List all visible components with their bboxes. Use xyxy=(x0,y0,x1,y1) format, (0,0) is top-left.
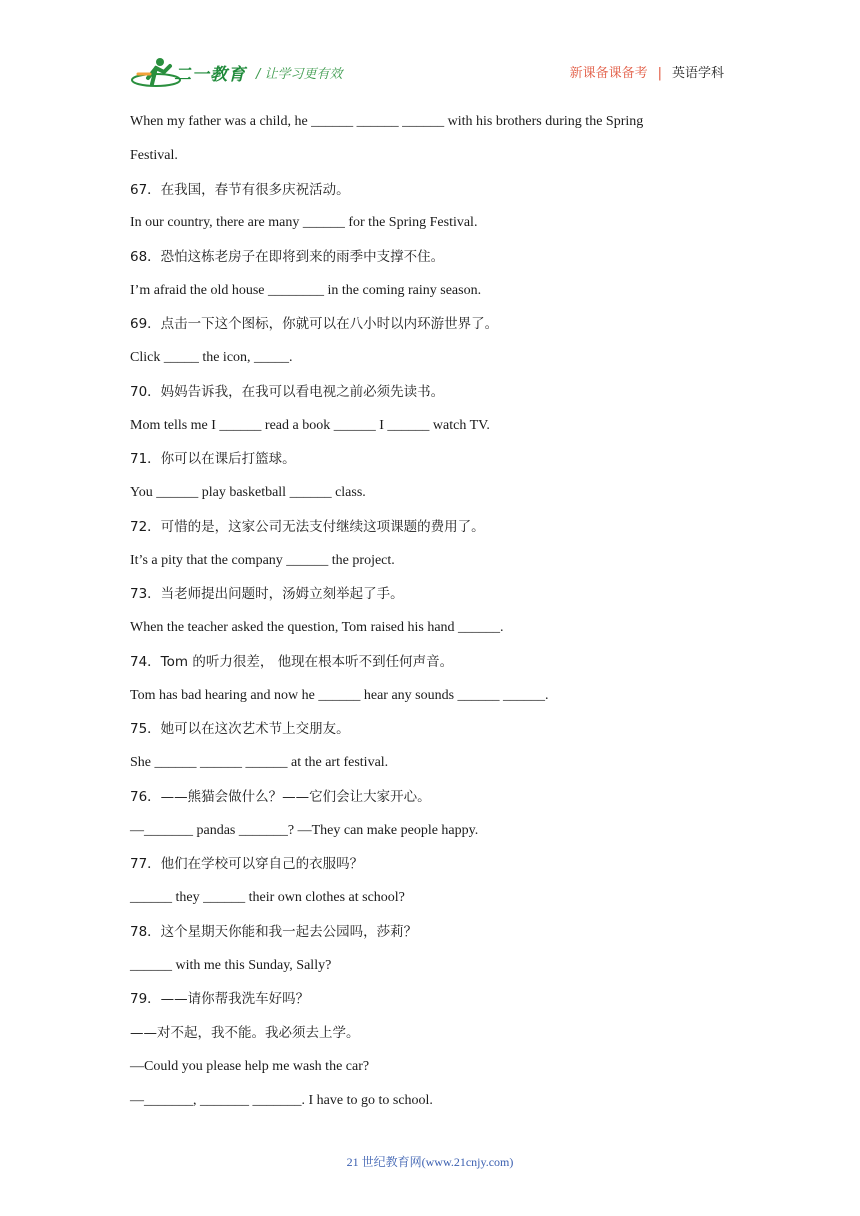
question-prompt-cn: 75．她可以在这次艺术节上交朋友。 xyxy=(130,721,350,737)
question-line: She ______ ______ ______ at the art festival. xyxy=(130,755,389,770)
question-line: It’s a pity that the company ______ the project. xyxy=(130,553,395,568)
page-header xyxy=(0,0,860,96)
header-tags xyxy=(570,62,724,81)
question-line: ______ they ______ their own clothes at school? xyxy=(130,890,405,905)
question-prompt-cn: 71．你可以在课后打篮球。 xyxy=(130,451,296,467)
question-prompt-cn: 79．——请你帮我洗车好吗？ xyxy=(130,991,310,1007)
header-tag-prep: 新课备课备考 xyxy=(569,66,648,81)
question-line: ______ with me this Sunday, Sally? xyxy=(130,958,332,973)
question-line: When my father was a child, he ______ ______ ______ with his brothers during the Spring xyxy=(130,114,644,129)
question-line: Click _____ the icon, _____. xyxy=(130,350,293,365)
question-prompt-cn: 73．当老师提出问题时，汤姆立刻举起了手。 xyxy=(130,586,404,602)
header-separator: | xyxy=(657,66,662,81)
page-footer: 21 世纪教育网(www.21cnjy.com) xyxy=(346,1155,514,1169)
question-prompt-cn: 69．点击一下这个图标，你就可以在八小时以内环游世界了。 xyxy=(130,316,499,332)
question-prompt-cn: ——对不起，我不能。我必须去上学。 xyxy=(130,1025,360,1041)
question-line: —_______ pandas _______? —They can make people happy. xyxy=(130,823,479,838)
question-prompt-cn: 77．他们在学校可以穿自己的衣服吗？ xyxy=(130,856,364,872)
question-line: —_______, _______ _______. I have to go to school. xyxy=(130,1093,433,1108)
question-line: You ______ play basketball ______ class. xyxy=(130,485,366,500)
question-line: Tom has bad hearing and now he ______ hear any sounds ______ ______. xyxy=(130,688,549,703)
question-prompt-cn: 74．Tom 的听力很差， 他现在根本听不到任何声音。 xyxy=(130,654,454,670)
question-prompt-cn: 70．妈妈告诉我，在我可以看电视之前必须先读书。 xyxy=(130,384,445,400)
logo-text: 二一教育 xyxy=(174,65,246,85)
question-line: —Could you please help me wash the car? xyxy=(130,1059,370,1074)
question-line: Mom tells me I ______ read a book ______ I ______ watch TV. xyxy=(130,418,490,433)
question-prompt-cn: 76．——熊猫会做什么？——它们会让大家开心。 xyxy=(130,789,431,805)
question-prompt-cn: 67．在我国，春节有很多庆祝活动。 xyxy=(130,182,350,198)
question-line: When the teacher asked the question, Tom raised his hand ______. xyxy=(130,620,504,635)
question-prompt-cn: 78．这个星期天你能和我一起去公园吗，莎莉？ xyxy=(130,924,418,940)
header-tag-subject: 英语学科 xyxy=(671,66,724,81)
question-line: Festival. xyxy=(130,148,178,163)
question-line: I’m afraid the old house ________ in the coming rainy season. xyxy=(130,283,482,298)
header-slogan: / 让学习更有效 xyxy=(256,67,343,82)
question-line: In our country, there are many ______ for the Spring Festival. xyxy=(130,215,478,230)
question-prompt-cn: 68．恐怕这栋老房子在即将到来的雨季中支撑不住。 xyxy=(130,249,445,265)
question-prompt-cn: 72．可惜的是，这家公司无法支付继续这项课题的费用了。 xyxy=(130,519,485,535)
